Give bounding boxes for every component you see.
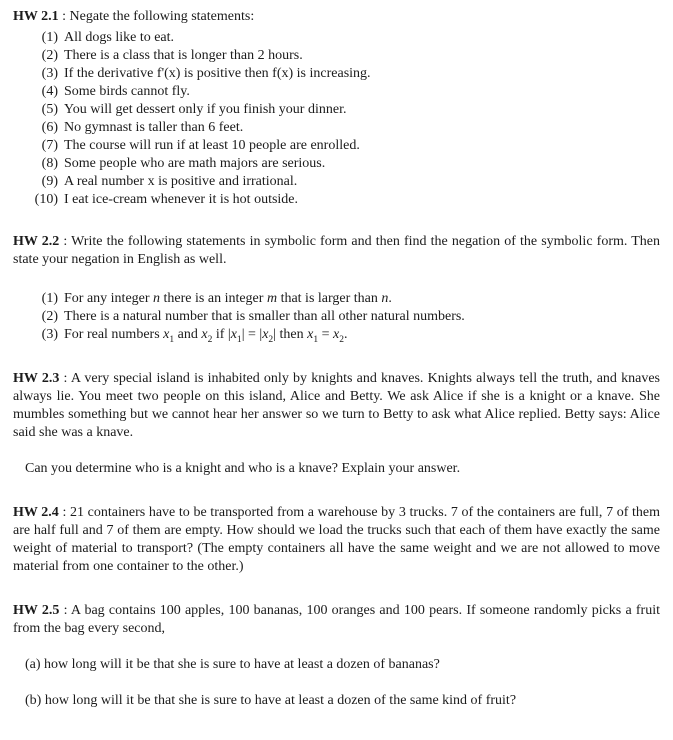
math-subscript: 2	[268, 334, 274, 345]
item-marker: (1)	[41, 30, 58, 45]
item-marker: (6)	[41, 120, 58, 135]
section-intro: Write the following statements in symbolic form and then find the negation of the symbolic form. Then state your negation in English as well.	[13, 234, 661, 267]
item-marker: (3)	[41, 327, 58, 342]
text-segment: .	[388, 291, 392, 306]
text-segment: and	[174, 327, 202, 342]
text-segment: there is an integer	[160, 291, 267, 306]
item-text: A real number x is positive and irrational.	[64, 174, 298, 189]
item-marker: (10)	[34, 192, 58, 207]
item-text: Some people who are math majors are serious.	[64, 156, 326, 171]
math-subscript: 1	[236, 334, 242, 345]
section-hw-2-3	[13, 370, 660, 478]
item-marker: (a)	[25, 657, 45, 672]
math-variable: x	[163, 327, 170, 342]
list-item	[13, 692, 660, 710]
item-marker: (2)	[41, 309, 58, 324]
section-hw-2-2	[13, 233, 660, 344]
math-variable: m	[266, 291, 278, 306]
heading-separator: :	[58, 505, 70, 520]
item-text: All dogs like to eat.	[64, 30, 175, 45]
item-marker: (9)	[41, 174, 58, 189]
item-marker: (b)	[25, 693, 45, 708]
followup-paragraph: Can you determine who is a knight and who is a knave? Explain your answer.	[25, 461, 461, 476]
item-marker: (8)	[41, 156, 58, 171]
list-item	[13, 191, 660, 209]
list-item	[13, 173, 660, 191]
item-marker: (2)	[41, 48, 58, 63]
list-item	[13, 155, 660, 173]
section-hw-2-4	[13, 504, 660, 576]
section-label: HW 2.3	[13, 371, 60, 386]
math-variable: x	[307, 327, 314, 342]
text-segment: that is larger than	[277, 291, 382, 306]
statement-list	[13, 29, 660, 209]
math-subscript: 2	[207, 334, 213, 345]
item-text: The course will run if at least 10 people are enrolled.	[64, 138, 360, 153]
list-item	[13, 83, 660, 101]
item-marker: (3)	[41, 66, 58, 81]
item-text: how long will it be that she is sure to have at least a dozen of the same kind of fruit?	[44, 693, 517, 708]
text-segment: | = |	[241, 327, 263, 342]
heading-separator: :	[59, 603, 71, 618]
section-label: HW 2.2	[13, 234, 60, 249]
text-segment: =	[318, 327, 333, 342]
section-body-paragraph	[13, 370, 660, 442]
text-segment: if |	[212, 327, 231, 342]
heading-separator: :	[59, 371, 71, 386]
section-hw-2-1	[13, 8, 660, 209]
section-label: HW 2.4	[13, 505, 59, 520]
math-variable: x	[201, 327, 208, 342]
heading-separator: :	[59, 234, 72, 249]
section-body: A bag contains 100 apples, 100 bananas, 100 oranges and 100 pears. If someone randomly picks a fruit from the bag every second,	[13, 603, 660, 636]
math-variable: x	[332, 327, 340, 342]
section-label: HW 2.5	[13, 603, 60, 618]
section-label: HW 2.1	[13, 9, 59, 24]
list-item	[13, 29, 660, 47]
list-item	[13, 65, 660, 83]
item-marker: (4)	[41, 84, 58, 99]
heading-separator: :	[58, 9, 70, 24]
text-segment: .	[343, 327, 348, 342]
section-body: 21 containers have to be transported from a warehouse by 3 trucks. 7 of the containers are full, 7 of them are half full and 7 of them are empty. How should we load the trucks such that each of them have exactly the same weight of material to transport? (The empty containers all have the same weight and we are not allowed to move material from one container to the other.)	[13, 505, 661, 574]
list-item	[13, 47, 660, 65]
math-subscript: 1	[313, 334, 319, 345]
section-hw-2-5	[13, 602, 660, 710]
math-variable: x	[262, 327, 269, 342]
section-body-paragraph	[13, 602, 660, 638]
section-heading-paragraph	[13, 8, 660, 26]
item-marker: (7)	[41, 138, 58, 153]
math-subscript: 1	[169, 334, 175, 345]
section-intro: Negate the following statements:	[69, 9, 255, 24]
list-item	[13, 101, 660, 119]
list-item	[13, 656, 660, 674]
section-body: A very special island is inhabited only by knights and knaves. Knights always tell the truth, and knaves always lie. You meet two people on this island, Alice and Betty. We ask Alice if she is a knight or a knave. She mumbles something but we cannot hear her answer so we turn to Betty to ask what Alice replied. Betty says: Alice said she was a knave.	[13, 371, 660, 440]
section-body-paragraph	[13, 504, 660, 576]
list-item	[13, 308, 660, 326]
item-text	[64, 326, 660, 344]
item-text: Some birds cannot fly.	[64, 84, 190, 99]
text-segment: For real numbers	[64, 327, 164, 342]
item-text: You will get dessert only if you finish your dinner.	[64, 102, 347, 117]
math-variable: n	[153, 291, 161, 306]
statement-list	[13, 290, 660, 344]
text-segment: | then	[273, 327, 308, 342]
item-marker: (5)	[41, 102, 58, 117]
item-text	[64, 290, 660, 308]
item-marker: (1)	[41, 291, 58, 306]
item-text: No gymnast is taller than 6 feet.	[64, 120, 244, 135]
item-text: There is a natural number that is smaller than all other natural numbers.	[64, 309, 465, 324]
math-subscript: 2	[339, 334, 344, 345]
list-item	[13, 137, 660, 155]
list-item	[13, 290, 660, 308]
math-variable: n	[381, 291, 389, 306]
list-item	[13, 119, 660, 137]
math-variable: x	[230, 327, 237, 342]
item-text: I eat ice-cream whenever it is hot outside.	[64, 192, 299, 207]
item-text: If the derivative f'(x) is positive then f(x) is increasing.	[64, 66, 371, 81]
item-text: how long will it be that she is sure to have at least a dozen of bananas?	[44, 657, 440, 672]
text-segment: For any integer	[64, 291, 154, 306]
section-heading-paragraph	[13, 233, 660, 269]
item-text: There is a class that is longer than 2 hours.	[64, 48, 303, 63]
list-item	[13, 326, 660, 344]
